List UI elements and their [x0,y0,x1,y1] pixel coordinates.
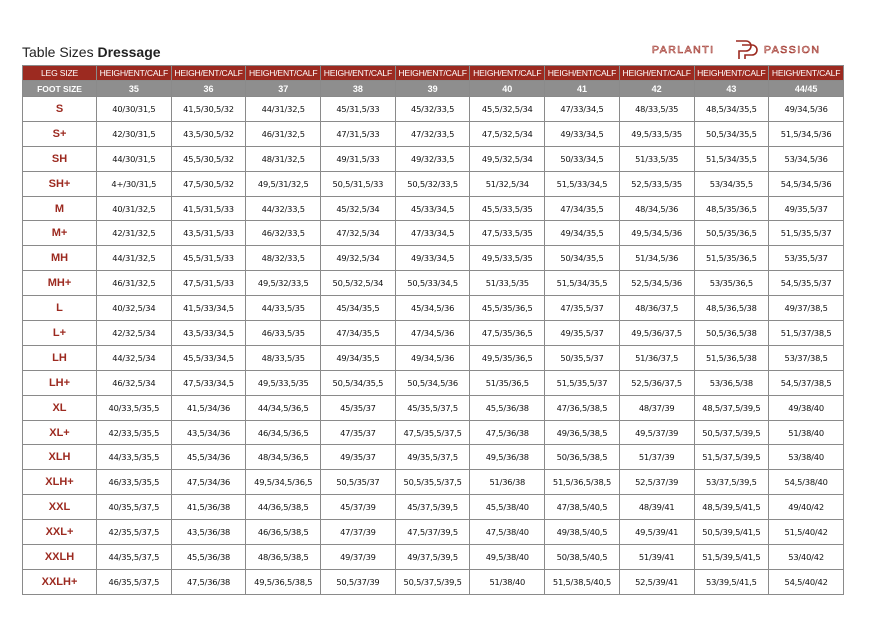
measurement-cell: 49/35,5/37 [769,196,844,221]
column-header: HEIGH/ENT/CALF [694,66,769,81]
measurement-cell: 50,5/37,5/39,5 [395,569,470,594]
table-row [23,321,844,346]
measurement-cell: 46/35,5/37,5 [97,569,172,594]
table-row [23,196,844,221]
leg-size-label: L+ [23,321,97,346]
measurement-cell: 46/31/32,5 [246,121,321,146]
measurement-cell: 47/32,5/34 [321,221,396,246]
measurement-cell: 49,5/34,5/36,5 [246,470,321,495]
measurement-cell: 44/33,5/35 [246,296,321,321]
measurement-cell: 53/34,5/36 [769,146,844,171]
measurement-cell: 51/37/39 [619,445,694,470]
measurement-cell: 49,5/32/33,5 [246,271,321,296]
parlanti-passion-logo [652,38,844,60]
measurement-cell: 47/35,5/37 [545,296,620,321]
measurement-cell: 4+/30/31,5 [97,171,172,196]
leg-size-label: XXLH+ [23,569,97,594]
measurement-cell: 45/35/37 [321,395,396,420]
table-row [23,370,844,395]
measurement-cell: 47,5/33,5/35 [470,221,545,246]
measurement-cell: 45/31,5/33 [321,97,396,122]
measurement-cell: 42/33,5/35,5 [97,420,172,445]
measurement-cell: 49,5/32,5/34 [470,146,545,171]
measurement-cell: 49/37,5/39,5 [395,545,470,570]
foot-size-cell: 40 [470,81,545,97]
measurement-cell: 49,5/33,5/35 [246,370,321,395]
measurement-cell: 45/35,5/37,5 [395,395,470,420]
measurement-cell: 49/36,5/38,5 [545,420,620,445]
column-header: HEIGH/ENT/CALF [769,66,844,81]
measurement-cell: 45/37/39 [321,495,396,520]
measurement-cell: 47/32/33,5 [395,121,470,146]
measurement-cell: 49/32/33,5 [395,146,470,171]
measurement-cell: 49/40/42 [769,495,844,520]
measurement-cell: 49,5/38/40 [470,545,545,570]
measurement-cell: 41,5/34/36 [171,395,246,420]
leg-size-label: M+ [23,221,97,246]
measurement-cell: 54,5/40/42 [769,569,844,594]
measurement-cell: 49,5/39/41 [619,520,694,545]
measurement-cell: 48/39/41 [619,495,694,520]
table-row [23,246,844,271]
measurement-cell: 49,5/35/36,5 [470,345,545,370]
measurement-cell: 48,5/35/36,5 [694,196,769,221]
measurement-cell: 45,5/31,5/33 [171,246,246,271]
table-body [23,97,844,595]
measurement-cell: 45,5/36/38 [171,545,246,570]
measurement-cell: 42/30/31,5 [97,121,172,146]
measurement-cell: 47/37/39 [321,520,396,545]
measurement-cell: 49/35,5/37,5 [395,445,470,470]
foot-size-cell: 39 [395,81,470,97]
measurement-cell: 51,5/34,5/36 [769,121,844,146]
table-row [23,395,844,420]
measurement-cell: 50,5/37/39 [321,569,396,594]
table-row [23,97,844,122]
logo-right-text: PASSION [764,44,821,56]
measurement-cell: 45/37,5/39,5 [395,495,470,520]
measurement-cell: 51,5/37,5/39,5 [694,445,769,470]
column-header: HEIGH/ENT/CALF [470,66,545,81]
measurement-cell: 45,5/30,5/32 [171,146,246,171]
measurement-cell: 54,5/38/40 [769,470,844,495]
measurement-cell: 48/37/39 [619,395,694,420]
measurement-cell: 49/31,5/33 [321,146,396,171]
measurement-cell: 54,5/37/38,5 [769,370,844,395]
measurement-cell: 51,5/34/35,5 [694,146,769,171]
measurement-cell: 47/33/34,5 [395,221,470,246]
table-row [23,520,844,545]
table-row [23,296,844,321]
measurement-cell: 53/37,5/39,5 [694,470,769,495]
foot-size-cell: 37 [246,81,321,97]
leg-size-label: XXL+ [23,520,97,545]
leg-size-label: S+ [23,121,97,146]
measurement-cell: 44/33,5/35,5 [97,445,172,470]
measurement-cell: 52,5/33,5/35 [619,171,694,196]
measurement-cell: 44/35,5/37,5 [97,545,172,570]
measurement-cell: 48/34,5/36 [619,196,694,221]
measurement-cell: 49,5/36,5/38,5 [246,569,321,594]
measurement-cell: 45,5/36/38 [470,395,545,420]
leg-size-label: L [23,296,97,321]
table-row [23,495,844,520]
column-header: HEIGH/ENT/CALF [246,66,321,81]
leg-size-label: LH [23,345,97,370]
measurement-cell: 49,5/36/37,5 [619,321,694,346]
measurement-cell: 41,5/36/38 [171,495,246,520]
measurement-cell: 47/34,5/36 [395,321,470,346]
column-header: HEIGH/ENT/CALF [619,66,694,81]
measurement-cell: 42/32,5/34 [97,321,172,346]
measurement-cell: 49,5/36/38 [470,445,545,470]
measurement-cell: 40/33,5/35,5 [97,395,172,420]
measurement-cell: 44/32/33,5 [246,196,321,221]
table-row [23,171,844,196]
measurement-cell: 51,5/36,5/38 [694,345,769,370]
leg-size-label: MH+ [23,271,97,296]
table-row [23,470,844,495]
measurement-cell: 42/35,5/37,5 [97,520,172,545]
measurement-cell: 48,5/37,5/39,5 [694,395,769,420]
measurement-cell: 49/33/34,5 [395,246,470,271]
measurement-cell: 46/33,5/35,5 [97,470,172,495]
measurement-cell: 45/33/34,5 [395,196,470,221]
measurement-cell: 50,5/39,5/41,5 [694,520,769,545]
leg-size-label: M [23,196,97,221]
logo-left-text: PARLANTI [652,44,715,56]
measurement-cell: 52,5/34,5/36 [619,271,694,296]
measurement-cell: 53/35,5/37 [769,246,844,271]
leg-size-label: XL [23,395,97,420]
measurement-cell: 51/36/38 [470,470,545,495]
measurement-cell: 49/37/39 [321,545,396,570]
measurement-cell: 50/38,5/40,5 [545,545,620,570]
measurement-cell: 45,5/32,5/34 [470,97,545,122]
measurement-cell: 49/35,5/37 [545,321,620,346]
measurement-cell: 48,5/36,5/38 [694,296,769,321]
measurement-cell: 47/34/35,5 [321,321,396,346]
measurement-cell: 47/34/35,5 [545,196,620,221]
measurement-cell: 53/40/42 [769,545,844,570]
leg-size-label: XLH [23,445,97,470]
measurement-cell: 49/38,5/40,5 [545,520,620,545]
measurement-cell: 53/39,5/41,5 [694,569,769,594]
leg-size-label: XLH+ [23,470,97,495]
measurement-cell: 53/37/38,5 [769,345,844,370]
leg-size-label: XL+ [23,420,97,445]
measurement-cell: 49/34/35,5 [321,345,396,370]
measurement-cell: 47/31,5/33 [321,121,396,146]
measurement-cell: 47/35/37 [321,420,396,445]
column-header: HEIGH/ENT/CALF [171,66,246,81]
measurement-cell: 50,5/33/34,5 [395,271,470,296]
measurement-cell: 51,5/39,5/41,5 [694,545,769,570]
measurement-cell: 47,5/38/40 [470,520,545,545]
table-row [23,146,844,171]
measurement-cell: 50,5/32,5/34 [321,271,396,296]
measurement-cell: 47,5/36/38 [470,420,545,445]
measurement-cell: 50,5/35/36,5 [694,221,769,246]
leg-size-label: SH+ [23,171,97,196]
measurement-cell: 51/33,5/35 [619,146,694,171]
measurement-cell: 51,5/35,5/37 [769,221,844,246]
measurement-cell: 45,5/38/40 [470,495,545,520]
title-bold: Dressage [97,44,161,60]
leg-size-header: LEG SIZE [23,66,97,81]
measurement-cell: 46/34,5/36,5 [246,420,321,445]
column-header: HEIGH/ENT/CALF [395,66,470,81]
measurement-cell: 47,5/35,5/37,5 [395,420,470,445]
measurement-cell: 51,5/34/35,5 [545,271,620,296]
measurement-cell: 51,5/36,5/38,5 [545,470,620,495]
measurement-cell: 44/31/32,5 [97,246,172,271]
measurement-cell: 50,5/32/33,5 [395,171,470,196]
measurement-cell: 49/38/40 [769,395,844,420]
foot-size-cell: 44/45 [769,81,844,97]
measurement-cell: 45,5/35/36,5 [470,296,545,321]
leg-size-label: LH+ [23,370,97,395]
measurement-cell: 53/38/40 [769,445,844,470]
measurement-cell: 50,5/35,5/37,5 [395,470,470,495]
foot-size-cell: 43 [694,81,769,97]
measurement-cell: 50/35,5/37 [545,345,620,370]
measurement-cell: 51/33,5/35 [470,271,545,296]
table-row [23,345,844,370]
measurement-cell: 52,5/39/41 [619,569,694,594]
foot-size-cell: 41 [545,81,620,97]
measurement-cell: 51/35/36,5 [470,370,545,395]
foot-size-cell: 35 [97,81,172,97]
measurement-cell: 45/32,5/34 [321,196,396,221]
measurement-cell: 43,5/33/34,5 [171,321,246,346]
measurement-cell: 51/39/41 [619,545,694,570]
measurement-cell: 51,5/37/38,5 [769,321,844,346]
table-row [23,221,844,246]
measurement-cell: 42/31/32,5 [97,221,172,246]
measurement-cell: 46/36,5/38,5 [246,520,321,545]
measurement-cell: 49/35/37 [321,445,396,470]
measurement-cell: 47,5/32,5/34 [470,121,545,146]
measurement-cell: 50,5/34/35,5 [321,370,396,395]
measurement-cell: 47,5/36/38 [171,569,246,594]
measurement-cell: 47/36,5/38,5 [545,395,620,420]
measurement-cell: 49/34,5/36 [395,345,470,370]
leg-size-label: XXLH [23,545,97,570]
measurement-cell: 50,5/37,5/39,5 [694,420,769,445]
leg-size-label: SH [23,146,97,171]
foot-size-row [23,81,844,97]
measurement-cell: 44/31/32,5 [246,97,321,122]
measurement-cell: 43,5/34/36 [171,420,246,445]
measurement-cell: 51/38/40 [769,420,844,445]
measurement-cell: 44/30/31,5 [97,146,172,171]
measurement-cell: 48/34,5/36,5 [246,445,321,470]
measurement-cell: 50/36,5/38,5 [545,445,620,470]
measurement-cell: 45,5/33,5/35 [470,196,545,221]
measurement-cell: 45,5/34/36 [171,445,246,470]
measurement-cell: 46/32/33,5 [246,221,321,246]
measurement-cell: 47/38,5/40,5 [545,495,620,520]
measurement-cell: 41,5/33/34,5 [171,296,246,321]
measurement-cell: 51,5/35/36,5 [694,246,769,271]
measurement-cell: 41,5/30,5/32 [171,97,246,122]
measurement-cell: 40/35,5/37,5 [97,495,172,520]
measurement-cell: 46/32,5/34 [97,370,172,395]
measurement-cell: 45/34,5/36 [395,296,470,321]
measurement-cell: 51,5/35,5/37 [545,370,620,395]
measurement-cell: 40/31/32,5 [97,196,172,221]
measurement-cell: 43,5/30,5/32 [171,121,246,146]
measurement-cell: 49,5/31/32,5 [246,171,321,196]
measurement-cell: 49/34,5/36 [769,97,844,122]
measurement-cell: 47,5/30,5/32 [171,171,246,196]
leg-size-label: XXL [23,495,97,520]
measurement-cell: 48/32/33,5 [246,246,321,271]
measurement-cell: 47,5/34/36 [171,470,246,495]
table-row [23,545,844,570]
leg-size-label: S [23,97,97,122]
foot-size-header: FOOT SIZE [23,81,97,97]
column-header: HEIGH/ENT/CALF [545,66,620,81]
measurement-cell: 51,5/38,5/40,5 [545,569,620,594]
measurement-cell: 41,5/31,5/33 [171,196,246,221]
table-row [23,569,844,594]
measurement-cell: 44/36,5/38,5 [246,495,321,520]
column-header: HEIGH/ENT/CALF [321,66,396,81]
measurement-cell: 48,5/34/35,5 [694,97,769,122]
measurement-cell: 43,5/31,5/33 [171,221,246,246]
measurement-cell: 48/33,5/35 [246,345,321,370]
measurement-cell: 51/38/40 [470,569,545,594]
measurement-cell: 49/34/35,5 [545,221,620,246]
measurement-cell: 45,5/33/34,5 [171,345,246,370]
measurement-cell: 50,5/31,5/33 [321,171,396,196]
measurement-cell: 50/33/34,5 [545,146,620,171]
measurement-cell: 45/32/33,5 [395,97,470,122]
measurement-cell: 40/32,5/34 [97,296,172,321]
measurement-cell: 48/31/32,5 [246,146,321,171]
measurement-cell: 45/34/35,5 [321,296,396,321]
measurement-cell: 50,5/35/37 [321,470,396,495]
measurement-cell: 40/30/31,5 [97,97,172,122]
measurement-cell: 48,5/39,5/41,5 [694,495,769,520]
measurement-cell: 53/34/35,5 [694,171,769,196]
measurement-cell: 49/37/38,5 [769,296,844,321]
foot-size-cell: 36 [171,81,246,97]
title-prefix: Table Sizes [22,44,94,60]
measurement-cell: 49,5/33,5/35 [470,246,545,271]
measurement-cell: 48/36,5/38,5 [246,545,321,570]
measurement-cell: 49/32,5/34 [321,246,396,271]
measurement-cell: 51,5/40/42 [769,520,844,545]
measurement-cell: 51/32,5/34 [470,171,545,196]
measurement-cell: 49,5/34,5/36 [619,221,694,246]
measurement-cell: 51,5/33/34,5 [545,171,620,196]
table-row [23,121,844,146]
measurement-cell: 50,5/36,5/38 [694,321,769,346]
measurement-cell: 47,5/33/34,5 [171,370,246,395]
column-header: HEIGH/ENT/CALF [97,66,172,81]
measurement-cell: 50/34/35,5 [545,246,620,271]
measurement-cell: 54,5/35,5/37 [769,271,844,296]
header-row [23,66,844,81]
measurement-cell: 53/35/36,5 [694,271,769,296]
measurement-cell: 46/31/32,5 [97,271,172,296]
table-row [23,445,844,470]
measurement-cell: 47,5/37/39,5 [395,520,470,545]
measurement-cell: 49,5/37/39 [619,420,694,445]
table-row [23,420,844,445]
measurement-cell: 52,5/36/37,5 [619,370,694,395]
measurement-cell: 53/36,5/38 [694,370,769,395]
measurement-cell: 44/32,5/34 [97,345,172,370]
measurement-cell: 49,5/33,5/35 [619,121,694,146]
measurement-cell: 47/33/34,5 [545,97,620,122]
measurement-cell: 47,5/31,5/33 [171,271,246,296]
measurement-cell: 54,5/34,5/36 [769,171,844,196]
measurement-cell: 44/34,5/36,5 [246,395,321,420]
table-row [23,271,844,296]
measurement-cell: 43,5/36/38 [171,520,246,545]
foot-size-cell: 42 [619,81,694,97]
measurement-cell: 49/33/34,5 [545,121,620,146]
measurement-cell: 47,5/35/36,5 [470,321,545,346]
page-title [22,44,161,60]
measurement-cell: 50,5/34,5/36 [395,370,470,395]
foot-size-cell: 38 [321,81,396,97]
measurement-cell: 48/36/37,5 [619,296,694,321]
measurement-cell: 50,5/34/35,5 [694,121,769,146]
measurement-cell: 51/36/37,5 [619,345,694,370]
measurement-cell: 52,5/37/39 [619,470,694,495]
leg-size-label: MH [23,246,97,271]
measurement-cell: 48/33,5/35 [619,97,694,122]
measurement-cell: 46/33,5/35 [246,321,321,346]
logo-p-mark-icon [736,41,751,59]
measurement-cell: 51/34,5/36 [619,246,694,271]
size-table [22,65,844,595]
